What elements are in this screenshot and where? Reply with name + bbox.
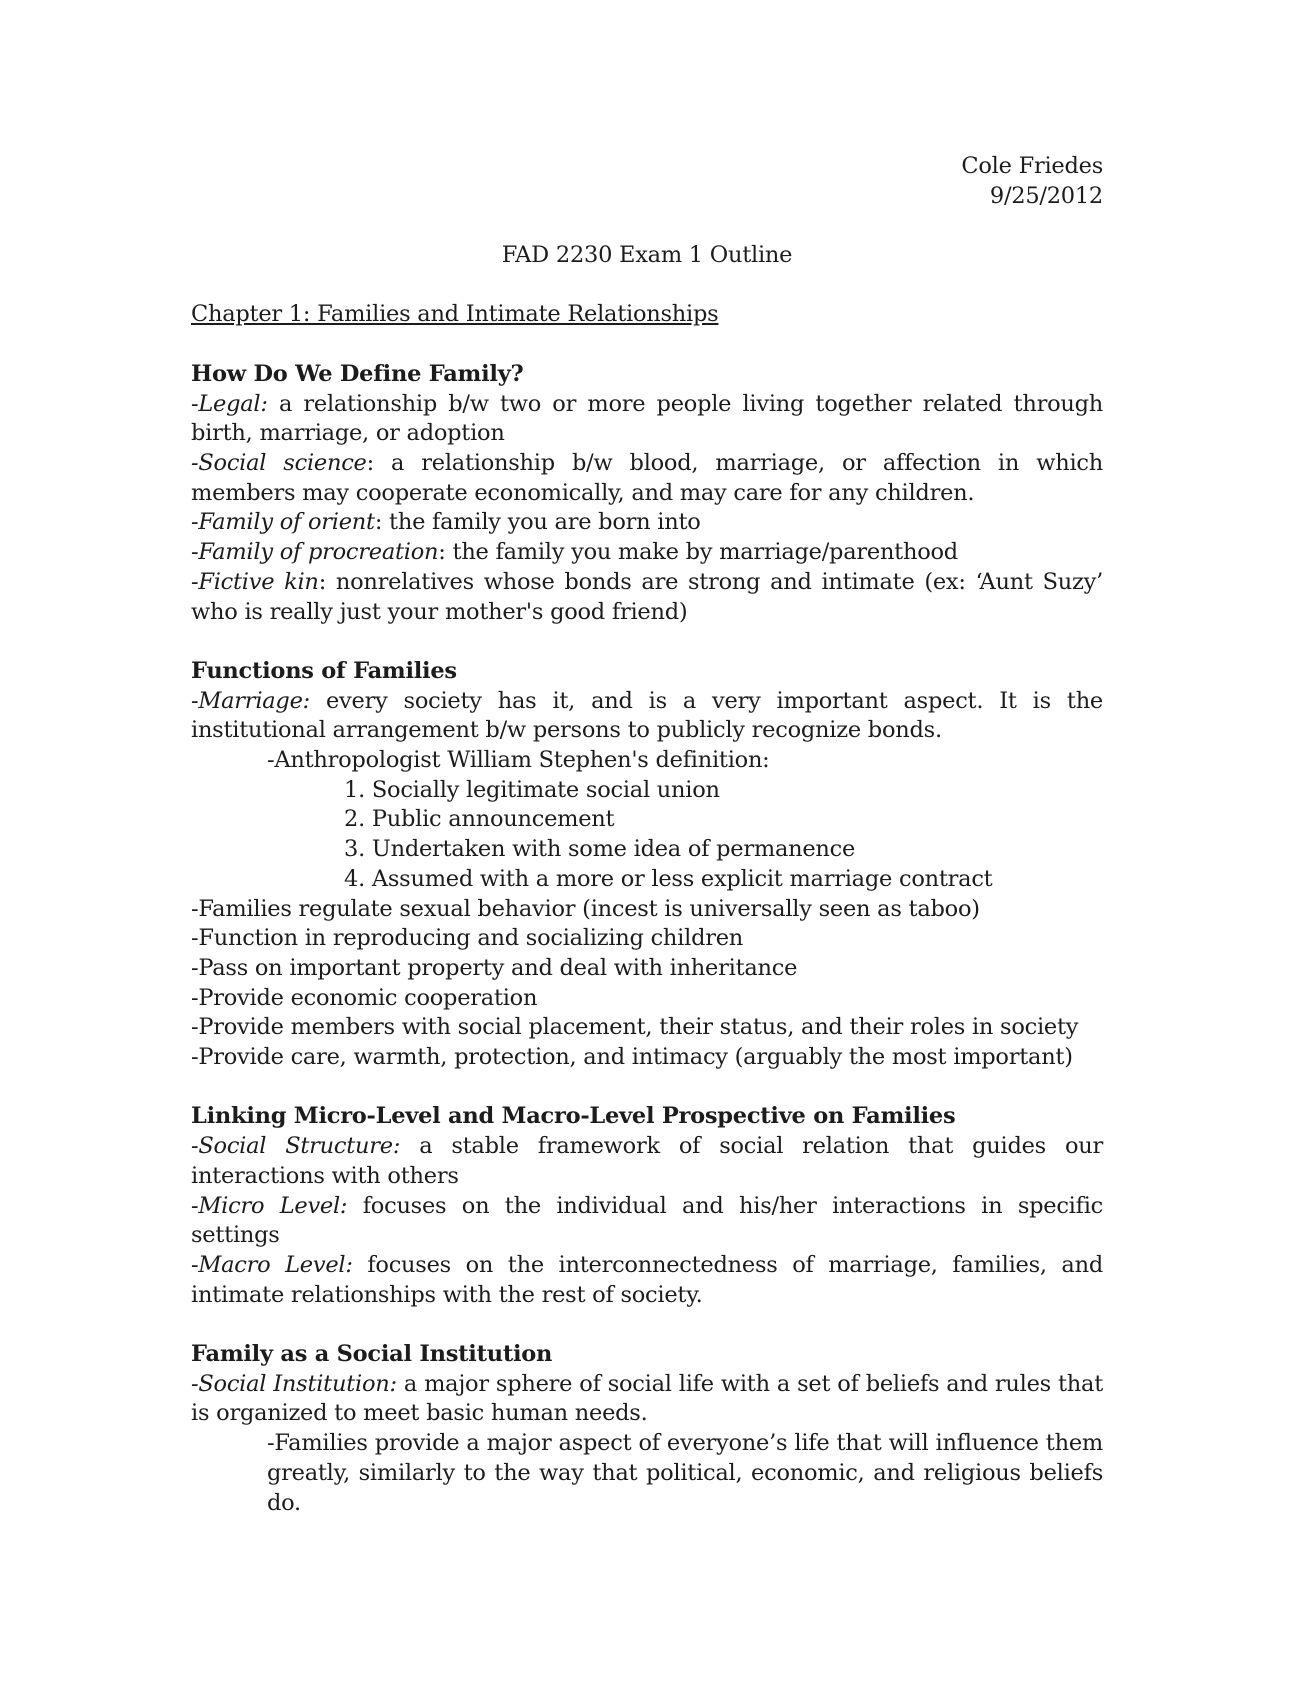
term-text: focuses on the individual and his/her interactions in specific settings bbox=[191, 1192, 1104, 1249]
author-name: Cole Friedes bbox=[961, 153, 1103, 179]
numbered-item: 1. Socially legitimate social union bbox=[344, 776, 720, 803]
function-item: -Families regulate sexual behavior (incest is universally seen as taboo) bbox=[191, 895, 980, 922]
term-text: a major sphere of social life with a set of beliefs and rules that is organized to meet basic human needs. bbox=[191, 1370, 1103, 1427]
definition-social-structure bbox=[191, 1132, 1103, 1191]
term-label: -Micro Level: bbox=[191, 1192, 348, 1219]
term-text: focuses on the interconnectedness of marriage, families, and intimate relationships with the rest of society. bbox=[191, 1251, 1103, 1308]
function-item: -Pass on important property and deal with inheritance bbox=[191, 954, 798, 981]
term-text: : a relationship b/w blood, marriage, or affection in which members may cooperate economically, and may care for any children. bbox=[191, 449, 1103, 506]
document-date: 9/25/2012 bbox=[989, 182, 1103, 209]
definition-social-science bbox=[191, 449, 1103, 508]
section-define-family bbox=[191, 360, 1103, 627]
section-heading: How Do We Define Family? bbox=[191, 360, 524, 387]
function-item: -Function in reproducing and socializing children bbox=[191, 925, 744, 952]
term-label: -Macro Level: bbox=[191, 1251, 353, 1278]
definition-social-institution bbox=[191, 1370, 1103, 1429]
chapter-title: Chapter 1: Families and Intimate Relationships bbox=[191, 301, 719, 328]
term-label: -Marriage: bbox=[191, 687, 310, 714]
term-text: a relationship b/w two or more people living together related through birth, marriage, or adoption bbox=[191, 390, 1103, 447]
term-text: : the family you make by marriage/parenthood bbox=[438, 539, 958, 566]
term-text: : nonrelatives whose bonds are strong and intimate (ex: ‘Aunt Suzy’ who is really just your mother's good friend) bbox=[191, 568, 1104, 625]
document-content bbox=[191, 152, 1103, 1518]
term-label: -Legal: bbox=[191, 390, 268, 417]
definition-legal bbox=[191, 390, 1103, 449]
definition-fictive-kin bbox=[191, 568, 1103, 627]
function-item: -Provide members with social placement, their status, and their roles in society bbox=[191, 1014, 1079, 1041]
section-social-institution bbox=[191, 1340, 1103, 1518]
document-title: FAD 2230 Exam 1 Outline bbox=[501, 242, 793, 269]
term-label: -Social Institution: bbox=[191, 1370, 397, 1397]
definition-macro-level bbox=[191, 1251, 1103, 1310]
section-heading: Family as a Social Institution bbox=[191, 1341, 553, 1368]
definition-family-of-procreation bbox=[191, 538, 1103, 568]
definition-micro-level bbox=[191, 1192, 1103, 1251]
term-label: -Social Structure: bbox=[191, 1133, 401, 1160]
term-label: -Fictive kin bbox=[191, 568, 319, 595]
term-label: -Social science bbox=[191, 449, 367, 476]
section-heading: Linking Micro-Level and Macro-Level Prospective on Families bbox=[191, 1103, 956, 1130]
definition-intro: -Anthropologist William Stephen's definition: bbox=[267, 747, 770, 773]
function-item: -Provide care, warmth, protection, and intimacy (arguably the most important) bbox=[191, 1044, 1073, 1071]
definition-family-of-orient bbox=[191, 508, 1103, 538]
numbered-item: 2. Public announcement bbox=[344, 806, 615, 833]
numbered-item: 4. Assumed with a more or less explicit marriage contract bbox=[344, 865, 993, 892]
function-item: -Provide economic cooperation bbox=[191, 984, 538, 1011]
author-block bbox=[191, 152, 1103, 211]
section-heading: Functions of Families bbox=[191, 657, 457, 684]
definition-marriage bbox=[191, 687, 1103, 746]
section-functions-of-families bbox=[191, 657, 1103, 1073]
term-text: : the family you are born into bbox=[374, 509, 701, 536]
numbered-item: 3. Undertaken with some idea of permanence bbox=[344, 836, 856, 863]
term-label: -Family of orient bbox=[191, 509, 375, 536]
term-text: every society has it, and is a very important aspect. It is the institutional arrangement b/w persons to publicly recognize bonds. bbox=[191, 687, 1103, 744]
term-label: -Family of procreation bbox=[191, 539, 439, 566]
section-micro-macro bbox=[191, 1102, 1103, 1310]
sub-note: -Families provide a major aspect of everyone’s life that will influence them greatly, similarly to the way that political, economic, and religious beliefs do. bbox=[267, 1430, 1103, 1516]
term-text: a stable framework of social relation that guides our interactions with others bbox=[191, 1133, 1103, 1189]
